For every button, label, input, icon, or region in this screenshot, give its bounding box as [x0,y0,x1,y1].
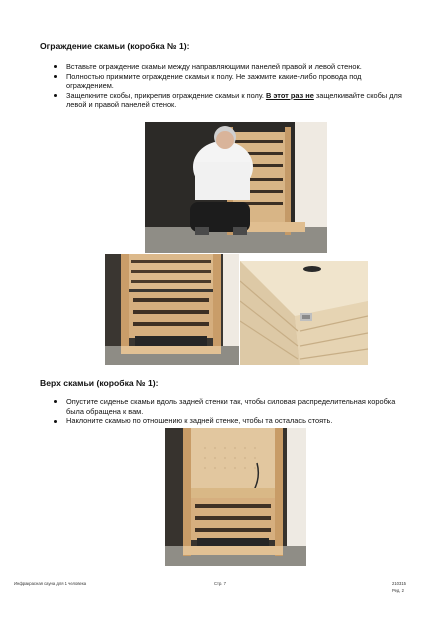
emphasis-text: В этот раз не [265,90,314,100]
section1-bullets [57,62,409,110]
list-item: Наклоните скамью по отношению к задней стенке, чтобы та осталась стоять. [57,416,409,426]
bullet-icon [54,400,57,403]
section1-heading: Ограждение скамьи (коробка № 1): [40,41,190,51]
list-item: Полностью прижмите ограждение скамьи к полу. Не зажмите какие-либо провода под ограждением. [57,72,409,91]
photo-bracket-closeup [240,261,368,365]
footer-doc-code: 210315 [392,581,406,586]
photo-bench-top-installed [165,428,306,566]
photo-installing-bench-guard [145,122,327,253]
bullet-icon [54,420,57,423]
list-item: Опустите сиденье скамьи вдоль задней стенки так, чтобы силовая распределительная коробка была обращена к вам. [57,397,409,416]
section2-heading: Верх скамьи (коробка № 1): [40,378,159,388]
footer-revision: Ред. 2 [392,588,404,593]
photo-bench-guard-front [105,254,239,365]
bullet-icon [54,65,57,68]
bullet-icon [54,94,57,97]
bullet-icon [54,75,57,78]
list-item: Вставьте ограждение скамьи между направляющими панелей правой и левой стенок. [57,62,409,72]
footer-left: Инфракрасная сауна для 1 человека [14,581,87,586]
list-item: Защелкните скобы, прикрепив ограждение скамьи к полу. В этот раз не защелкивайте скобы для левой и правой панелей стенок. [57,91,409,110]
section2-bullets [57,397,409,426]
footer-page-number: Стр. 7 [214,581,226,586]
